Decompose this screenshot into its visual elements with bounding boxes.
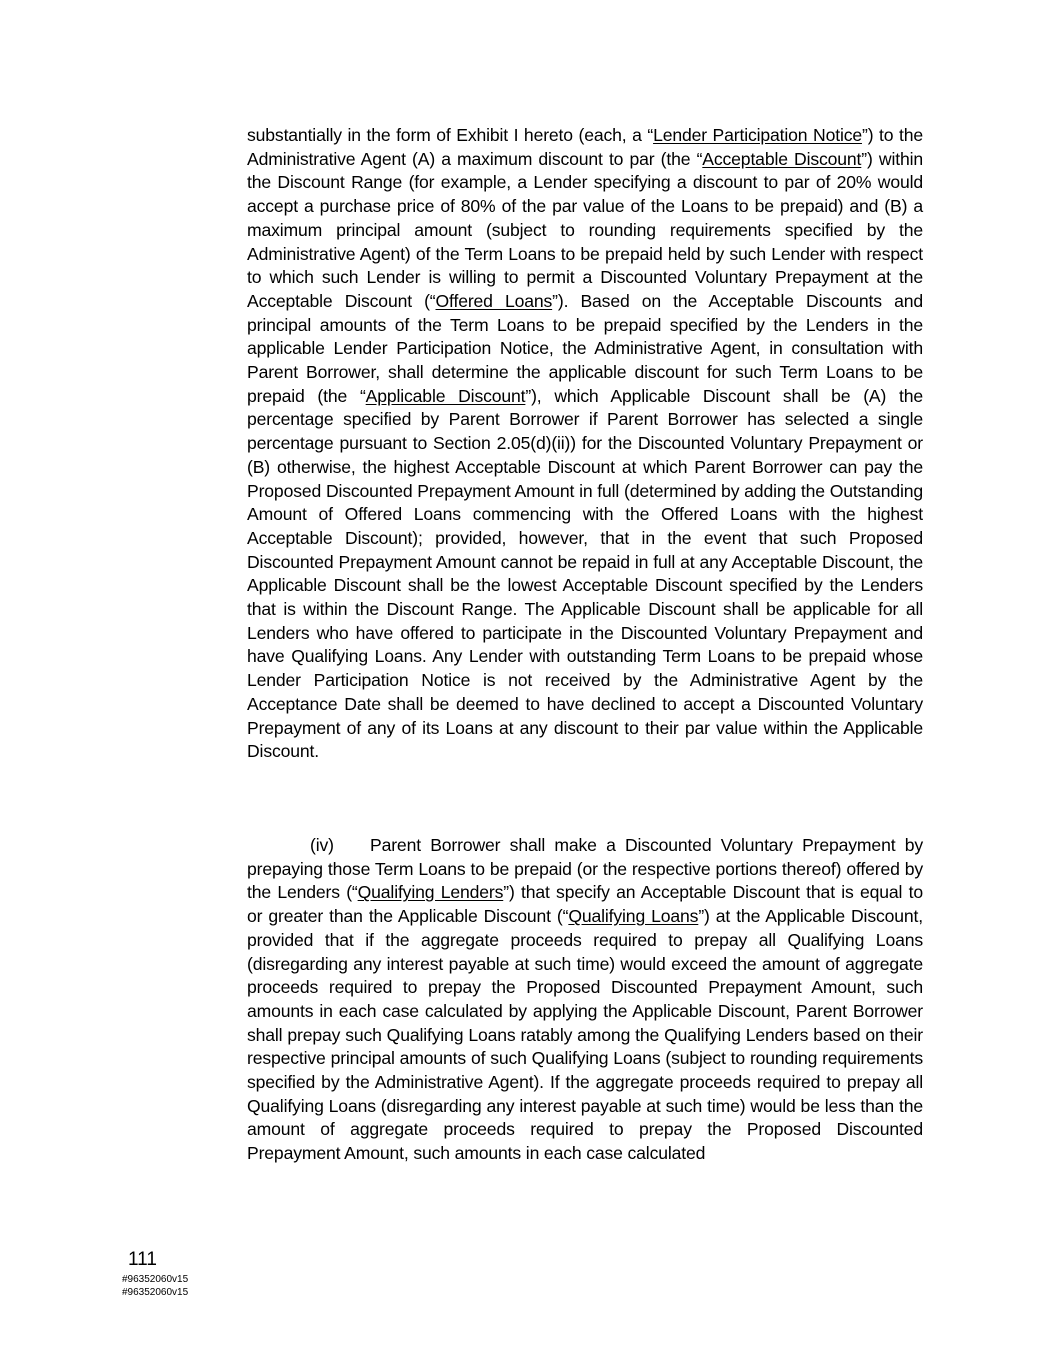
document-id: #96352060v15: [122, 1287, 189, 1298]
paragraph-text: ”) within the Discount Range (for example, a Lender specifying a discount to par of 20% would accept a purchase price of 80% of the par value of the Loans to be prepaid) and (B) a maximum principal amount (subject to rounding requirements specified by the Administrative Agent) of the Term Loans to be prepaid held by such Lender with respect to which such Lender is willing to permit a Discounted Voluntary Prepayment at the Acceptable Discount (“: [247, 148, 923, 311]
defined-term-offered-loans: Offered Loans: [435, 290, 553, 311]
defined-term-lender-participation-notice: Lender Participation Notice: [653, 125, 862, 145]
paragraph-text: Parent Borrower shall make a Discounted Voluntary Prepayment by prepaying those Term Loans to be prepaid (or the respective portions thereof) offered by the Lenders (“: [247, 835, 923, 903]
paragraph-text: substantially in the form of Exhibit I hereto (each, a “: [247, 125, 654, 145]
paragraph-text: ”) at the Applicable Discount, provided that if the aggregate proceeds required to prepay all Qualifying Loans (disregarding any interest payable at such time) would exceed the amount of aggregate proceeds required to prepay the Proposed Discounted Prepayment Amount, such amounts in each case calculated by applying the Applicable Discount, Parent Borrower shall prepay such Qualifying Loans ratably among the Qualifying Lenders based on their respective principal amounts of such Qualifying Loans (subject to rounding requirements specified by the Administrative Agent). If the aggregate proceeds required to prepay all Qualifying Loans (disregarding any interest payable at such time) would be less than the amount of aggregate proceeds required to prepay the Proposed Discounted Prepayment Amount, such amounts in each case calculated: [247, 906, 923, 1164]
defined-term-applicable-discount: Applicable Discount: [365, 385, 526, 406]
defined-term-qualifying-loans: Qualifying Loans: [568, 906, 699, 927]
paragraph-text: ”). Based on the Acceptable Discounts and principal amounts of the Term Loans to be prepaid specified by the Lenders in the applicable Lender Participation Notice, the Administrative Agent, in consultation with Parent Borrower, shall determine the applicable discount for such Term Loans to be prepaid (the “: [247, 290, 923, 406]
paragraph-text: ”) to the Administrative Agent (A) a maximum discount to par (the “: [247, 125, 923, 169]
paragraph-text: ”) that specify an Acceptable Discount that is equal to or greater than the Applicable Discount (“: [247, 882, 924, 927]
clause-number: (iv): [310, 835, 334, 855]
defined-term-qualifying-lenders: Qualifying Lenders: [357, 882, 504, 903]
body-paragraph-1: [247, 124, 923, 764]
document-id: #96352060v15: [122, 1274, 189, 1285]
defined-term-acceptable-discount: Acceptable Discount: [702, 148, 862, 169]
body-paragraph-2: [247, 834, 923, 1166]
paragraph-text: ”), which Applicable Discount shall be (A) the percentage specified by Parent Borrower if Parent Borrower has selected a single percentage pursuant to Section 2.05(d)(ii)) for the Discounted Voluntary Prepayment or (B) otherwise, the highest Acceptable Discount at which Parent Borrower can pay the Proposed Discounted Prepayment Amount in full (determined by adding the Outstanding Amount of Offered Loans commencing with the Offered Loans with the highest Acceptable Discount); provided, however, that in the event that such Proposed Discounted Prepayment Amount cannot be repaid in full at any Acceptable Discount, the Applicable Discount shall be the lowest Acceptable Discount specified by the Lenders that is within the Discount Range. The Applicable Discount shall be applicable for all Lenders who have offered to participate in the Discounted Voluntary Prepayment and have Qualifying Loans. Any Lender with outstanding Term Loans to be prepaid whose Lender Participation Notice is not received by the Administrative Agent by the Acceptance Date shall be deemed to have declined to accept a Discounted Voluntary Prepayment of any of its Loans at any discount to their par value within the Applicable Discount.: [247, 385, 924, 762]
page-number: 111: [128, 1249, 157, 1270]
